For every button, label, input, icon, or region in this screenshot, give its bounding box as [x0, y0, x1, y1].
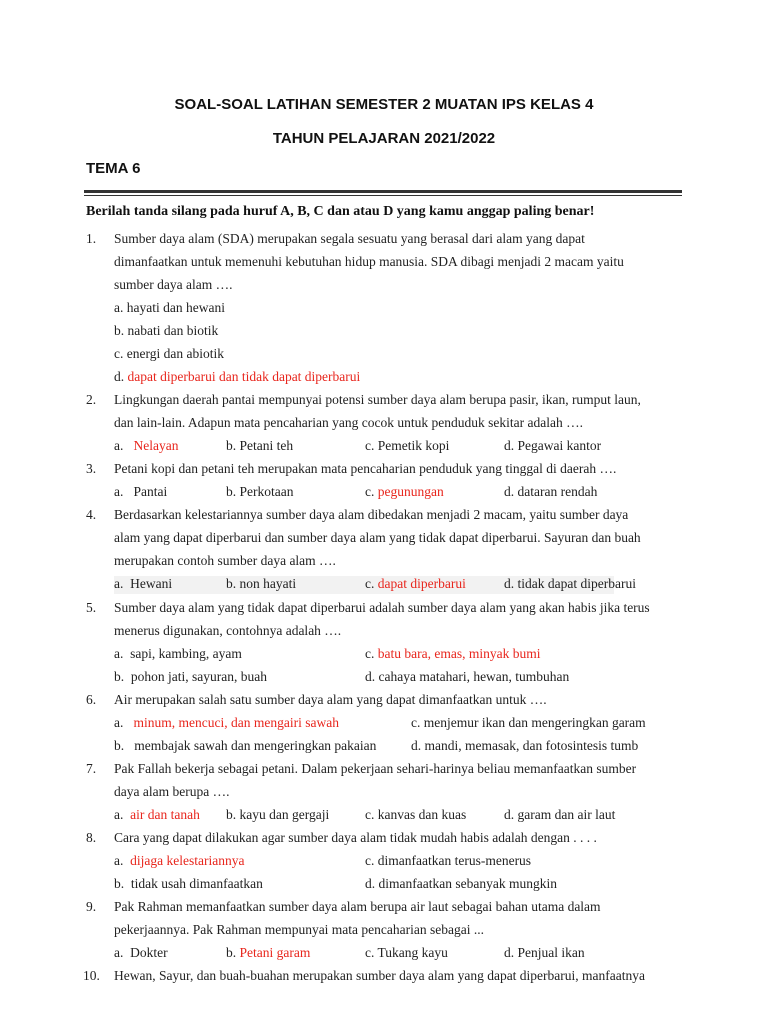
option-text-answer: batu bara, emas, minyak bumi [377, 646, 541, 661]
question-text: sumber daya alam …. [114, 277, 233, 292]
option-text-answer: dapat diperbarui dan tidak dapat diperbarui [127, 369, 361, 384]
question-text: Pak Fallah bekerja sebagai petani. Dalam pekerjaan sehari-harinya beliau memanfaatkan sumber [114, 761, 637, 776]
option-letter: b. [226, 438, 237, 453]
option-d[interactable] [504, 438, 601, 454]
option-c[interactable] [365, 646, 540, 662]
option-letter: c. [365, 853, 375, 868]
question-number: 10. [83, 968, 100, 983]
option-letter: a. [114, 853, 124, 868]
option-text-answer: Nelayan [133, 438, 179, 453]
option-letter: c. [365, 484, 375, 499]
option-letter: d. [365, 876, 376, 891]
option-text: membajak sawah dan mengeringkan pakaian [134, 738, 377, 753]
option-text: Petani teh [239, 438, 294, 453]
option-letter: b. [114, 738, 125, 753]
question-text: dimanfaatkan untuk memenuhi kebutuhan hidup manusia. SDA dibagi menjadi 2 macam yaitu [114, 254, 624, 269]
option-b[interactable] [114, 876, 263, 892]
option-b[interactable] [226, 484, 293, 500]
option-letter: d. [365, 669, 376, 684]
option-letter: d. [504, 576, 515, 591]
option-a[interactable] [114, 945, 168, 961]
option-a[interactable] [114, 853, 244, 869]
option-letter: b. [226, 484, 237, 499]
question-text: Pak Rahman memanfaatkan sumber daya alam berupa air laut sebagai bahan utama dalam [114, 899, 601, 914]
option-text-answer: dapat diperbarui [377, 576, 466, 591]
option-c[interactable] [365, 484, 444, 500]
option-c[interactable] [365, 807, 466, 823]
option-a[interactable] [114, 715, 339, 731]
option-d[interactable] [504, 807, 615, 823]
option-c[interactable] [365, 438, 449, 454]
option-d[interactable] [365, 669, 569, 685]
option-text: Pantai [133, 484, 168, 499]
option-text: Penjual ikan [517, 945, 585, 960]
option-text: Pegawai kantor [517, 438, 602, 453]
option-text: garam dan air laut [517, 807, 616, 822]
option-text-answer: dijaga kelestariannya [130, 853, 245, 868]
question-text: menerus digunakan, contohnya adalah …. [114, 623, 342, 638]
option-text: kanvas dan kuas [377, 807, 467, 822]
question-text: pekerjaannya. Pak Rahman mempunyai mata pencaharian sebagai ... [114, 922, 484, 937]
question-number: 5. [86, 600, 97, 615]
option-a[interactable] [114, 484, 167, 500]
option-text: sapi, kambing, ayam [130, 646, 242, 661]
question-text: Air merupakan salah satu sumber daya alam yang dapat dimanfaatkan untuk …. [114, 692, 547, 707]
option-text: dimanfaatkan terus-menerus [377, 853, 532, 868]
option-text: Dokter [130, 945, 168, 960]
option-letter: b. [114, 323, 125, 338]
question-text: Petani kopi dan petani teh merupakan mata pencaharian penduduk yang tinggal di daerah …. [114, 461, 617, 476]
option-text: Hewani [130, 576, 173, 591]
question-number: 2. [86, 392, 97, 407]
question-number: 6. [86, 692, 97, 707]
option-text: menjemur ikan dan mengeringkan garam [423, 715, 646, 730]
option-text: Perkotaan [239, 484, 294, 499]
option-letter: c. [114, 346, 124, 361]
option-text: hayati dan hewani [126, 300, 225, 315]
option-a[interactable] [114, 300, 225, 316]
question-text: Cara yang dapat dilakukan agar sumber daya alam tidak mudah habis adalah dengan . . . . [114, 830, 597, 845]
question-text: Berdasarkan kelestariannya sumber daya alam dibedakan menjadi 2 macam, yaitu sumber daya [114, 507, 629, 522]
option-letter: c. [365, 576, 375, 591]
option-letter: a. [114, 807, 124, 822]
option-letter: b. [114, 876, 125, 891]
option-letter: d. [504, 807, 515, 822]
option-letter: c. [365, 945, 375, 960]
option-b[interactable] [226, 576, 296, 592]
option-letter: c. [365, 807, 375, 822]
option-letter: c. [365, 438, 375, 453]
option-text: tidak dapat diperbarui [517, 576, 636, 591]
option-letter: a. [114, 484, 124, 499]
option-letter: c. [411, 715, 421, 730]
option-letter: a. [114, 576, 124, 591]
option-letter: b. [226, 945, 237, 960]
option-b[interactable] [226, 438, 293, 454]
option-text: dataran rendah [517, 484, 598, 499]
option-d[interactable] [504, 576, 636, 592]
question-text: Sumber daya alam yang tidak dapat diperbarui adalah sumber daya alam yang akan habis jika terus [114, 600, 650, 615]
option-letter: a. [114, 646, 124, 661]
option-b[interactable] [226, 945, 310, 961]
option-text-answer: Petani garam [239, 945, 311, 960]
option-text-answer: air dan tanah [130, 807, 200, 822]
question-number: 8. [86, 830, 97, 845]
option-letter: c. [365, 646, 375, 661]
academic-year: TAHUN PELAJARAN 2021/2022 [272, 130, 496, 147]
option-d[interactable] [504, 945, 585, 961]
option-c[interactable] [411, 715, 646, 731]
option-a[interactable] [114, 438, 178, 454]
option-text: Pemetik kopi [377, 438, 450, 453]
option-text: kayu dan gergaji [239, 807, 330, 822]
header-divider [84, 190, 682, 193]
option-letter: b. [226, 807, 237, 822]
question-number: 4. [86, 507, 97, 522]
question-text: dan lain-lain. Adapun mata pencaharian yang cocok untuk penduduk sekitar adalah …. [114, 415, 583, 430]
option-text: energi dan abiotik [126, 346, 224, 361]
question-text: Lingkungan daerah pantai mempunyai potensi sumber daya alam berupa pasir, ikan, rumput laun, [114, 392, 641, 407]
option-letter: a. [114, 945, 124, 960]
question-number: 3. [86, 461, 97, 476]
option-letter: b. [226, 576, 237, 591]
option-d[interactable] [365, 876, 557, 892]
option-text: cahaya matahari, hewan, tumbuhan [378, 669, 570, 684]
question-text: daya alam berupa …. [114, 784, 230, 799]
option-c[interactable] [114, 346, 224, 362]
question-text: merupakan contoh sumber daya alam …. [114, 553, 336, 568]
option-text: non hayati [239, 576, 297, 591]
question-text: Sumber daya alam (SDA) merupakan segala sesuatu yang berasal dari alam yang dapat [114, 231, 585, 246]
question-text: Hewan, Sayur, dan buah-buahan merupakan sumber daya alam yang dapat diperbarui, manfaatnya [114, 968, 646, 983]
option-letter: d. [504, 438, 515, 453]
document-title: SOAL-SOAL LATIHAN SEMESTER 2 MUATAN IPS KELAS 4 [174, 96, 594, 113]
option-d[interactable] [114, 369, 360, 385]
option-text: tidak usah dimanfaatkan [130, 876, 263, 891]
option-d[interactable] [504, 484, 597, 500]
option-a[interactable] [114, 807, 200, 823]
option-a[interactable] [114, 646, 242, 662]
option-a[interactable] [114, 576, 172, 592]
question-text: alam yang dapat diperbarui dan sumber daya alam yang tidak dapat diperbarui. Sayuran dan buah [114, 530, 641, 545]
option-text: pohon jati, sayuran, buah [130, 669, 267, 684]
option-text-answer: pegunungan [377, 484, 444, 499]
option-letter: a. [114, 715, 124, 730]
option-text: nabati dan biotik [127, 323, 219, 338]
option-c[interactable] [365, 576, 466, 592]
option-d[interactable] [411, 738, 638, 754]
option-c[interactable] [365, 945, 448, 961]
option-b[interactable] [114, 323, 218, 339]
option-text-answer: minum, mencuci, dan mengairi sawah [133, 715, 339, 730]
question-number: 9. [86, 899, 97, 914]
option-letter: d. [114, 369, 125, 384]
option-letter: d. [411, 738, 422, 753]
option-text: Tukang kayu [377, 945, 448, 960]
option-letter: a. [114, 438, 124, 453]
option-c[interactable] [365, 853, 531, 869]
instructions: Berilah tanda silang pada huruf A, B, C dan atau D yang kamu anggap paling benar! [86, 204, 595, 219]
option-letter: d. [504, 945, 515, 960]
header-divider-thin [84, 195, 682, 196]
theme-heading: TEMA 6 [86, 160, 141, 177]
option-text: dimanfaatkan sebanyak mungkin [378, 876, 557, 891]
option-text: mandi, memasak, dan fotosintesis tumb [424, 738, 639, 753]
option-letter: a. [114, 300, 124, 315]
option-letter: b. [114, 669, 125, 684]
option-b[interactable] [114, 738, 376, 754]
option-b[interactable] [114, 669, 267, 685]
option-b[interactable] [226, 807, 329, 823]
question-number: 1. [86, 231, 97, 246]
option-letter: d. [504, 484, 515, 499]
question-number: 7. [86, 761, 97, 776]
